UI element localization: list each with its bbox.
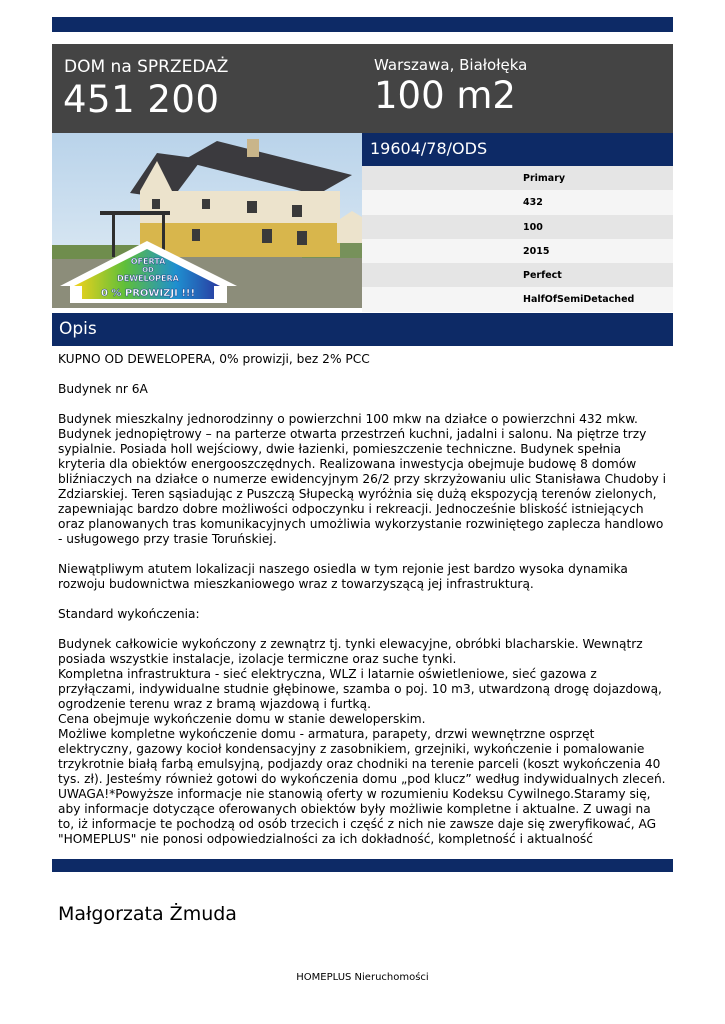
listing-area: 100 m2: [374, 74, 516, 117]
description-paragraph: KUPNO OD DEWELOPERA, 0% prowizji, bez 2% PCC: [58, 352, 370, 366]
property-photo: [52, 133, 362, 308]
listing-location: Warszawa, Białołęka: [374, 56, 528, 74]
section-header: [52, 313, 673, 346]
param-value: 432: [523, 197, 543, 209]
param-row-plot-area: [362, 190, 673, 214]
section-title: Opis: [59, 319, 97, 339]
agent-name: Małgorzata Żmuda: [58, 903, 237, 925]
description-paragraph: Możliwe kompletne wykończenie domu - armatura, parapety, drzwi wewnętrzne osprzęt elektryczny, gazowy kocioł kondensacyjny z zasobnikiem, grzejniki, wykończenie i pomalowanie trzykrotnie białą farbą emulsyjną, podjazdy oraz chodniki na terenie parceli (koszt wykończenia 40 tys. zł). Jesteśmy również gotowi do wykończenia domu „pod klucz” według indywidualnych zleceń.: [58, 727, 666, 786]
badge-text-3: DEWELOPERA: [117, 274, 179, 283]
description-paragraph: Niewątpliwym atutem lokalizacji naszego osiedla w tym rejonie jest bardzo wysoka dynamika rozwoju budownictwa mieszkaniowego wraz z towarzyszącą jej infrastrukturą.: [58, 562, 628, 591]
param-row-building-type: [362, 287, 673, 311]
param-value: 2015: [523, 245, 550, 257]
param-row-area: [362, 215, 673, 239]
description-paragraph: Standard wykończenia:: [58, 607, 200, 621]
param-row-market: [362, 166, 673, 190]
description-paragraph: Budynek całkowicie wykończony z zewnątrz tj. tynki elewacyjne, obróbki blacharskie. Wewnątrz posiada wszystkie instalacje, izolacje termiczne oraz suche tynki.: [58, 637, 643, 666]
param-value: 100: [523, 221, 543, 233]
param-value: Primary: [523, 173, 566, 184]
footer-company: HOMEPLUS Nieruchomości: [296, 972, 429, 983]
description: [58, 352, 670, 847]
param-row-year: [362, 239, 673, 263]
description-paragraph: Cena obejmuje wykończenie domu w stanie deweloperskim.: [58, 712, 426, 726]
badge-text-2: OD: [142, 266, 154, 274]
description-paragraph: UWAGA!*Powyższe informacje nie stanowią oferty w rozumieniu Kodeksu Cywilnego.Staramy się, aby informacje dotyczące oferowanych obiektów były możliwie kompletne i aktualne. Z uwagi na to, iż informacje te pochodzą od osób trzecich i część z nich nie zawsze daje się zweryfikować, AG "HOMEPLUS" nie ponosi odpowiedzialności za ich dokładność, kompletność i aktualność: [58, 787, 657, 846]
badge-text-4: 0 % PROWIZJI !!!: [100, 288, 196, 299]
listing-type: DOM na SPRZEDAŻ: [64, 57, 229, 77]
badge-text-1: OFERTA: [130, 257, 166, 266]
listing-reference: 19604/78/ODS: [370, 139, 488, 158]
param-row-condition: [362, 263, 673, 287]
reference-bar: [362, 133, 673, 166]
param-value: Perfect: [523, 270, 562, 282]
description-paragraph: Budynek mieszkalny jednorodzinny o powierzchni 100 mkw na działce o powierzchni 432 mkw. Budynek jednopiętrowy – na parterze otwarta przestrzeń kuchni, jadalni i salonu. Na piętrze trzy sypialnie. Posiada holl wejściowy, dwie łazienki, pomieszczenie techniczne. Budynek spełnia kryteria dla obiektów energooszczędnych. Realizowana inwestycja obejmuje budowę 8 domów bliźniaczych na działce o numerze ewidencyjnym 26/2 przy skrzyżowaniu ulic Stanisława Chudoby i Zdziarskiej. Teren sąsiadując z Puszczą Słupecką wyróżnia się dużą ekspozycją terenów zielonych, zapewniając bardzo dobre możliwości odpoczynku i rekreacji. Jednocześnie bliskość istniejących oraz planowanych tras komunikacyjnych umożliwia wykorzystanie rozwiniętego zaplecza handlowo - usługowego przy trasie Toruńskiej.: [58, 412, 667, 546]
listing-price: 451 200: [63, 78, 220, 121]
bottom-accent-bar: [52, 859, 673, 872]
listing-header: [52, 44, 673, 133]
params-table: [362, 166, 673, 312]
top-accent-bar: [52, 17, 673, 32]
param-value: HalfOfSemiDetached: [523, 294, 635, 306]
description-paragraph: Budynek nr 6A: [58, 382, 148, 396]
description-paragraph: Kompletna infrastruktura - sieć elektryczna, WLZ i latarnie oświetleniowe, sieć gazowa z przyłączami, indywidualne studnie głębinowe, szamba o poj. 10 m3, utwardzoną drogę dojazdową, ogrodzenie terenu wraz z bramą wjazdową i furtką.: [58, 667, 662, 711]
